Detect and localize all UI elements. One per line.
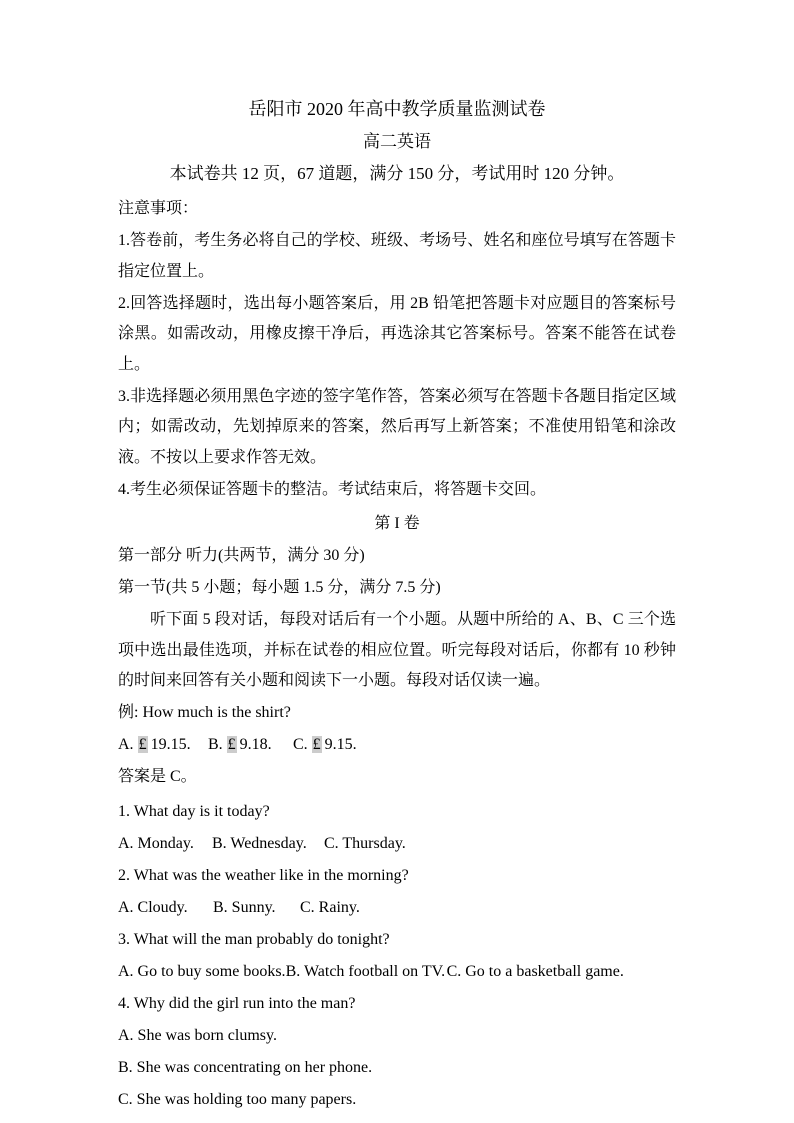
q3-option-b: B. Watch football on TV. xyxy=(285,962,446,980)
example-option-a: A. £ 19.15. xyxy=(118,736,191,753)
q4-option-c: C. She was holding too many papers. xyxy=(118,1090,357,1108)
exam-document xyxy=(118,93,676,1115)
part1-heading: 第一部分 听力(共两节，满分 30 分) xyxy=(118,547,365,564)
pound-sign-highlight: £ xyxy=(138,736,147,753)
example-answer-line: 答案是 C。 xyxy=(118,768,197,785)
question-2-prompt: 2. What was the weather like in the morning? xyxy=(118,866,409,884)
notice-item-3: 3.非选择题必须用黑色字迹的签字笔作答，答案必须写在答题卡各题目指定区域内；如需改动，先划掉原来的答案，然后再写上新答案；不准使用铅笔和涂改液。不按以上要求作答无效。 xyxy=(118,387,676,466)
q2-option-c: C. Rainy. xyxy=(300,898,360,916)
question-3-prompt: 3. What will the man probably do tonight? xyxy=(118,930,390,948)
volume-heading: 第 I 卷 xyxy=(374,515,420,532)
notice-heading: 注意事项： xyxy=(118,200,199,217)
exam-meta-line: 本试卷共 12 页，67 道题，满分 150 分，考试用时 120 分钟。 xyxy=(169,163,625,183)
exam-title: 岳阳市 2020 年高中教学质量监测试卷 xyxy=(248,99,546,119)
notice-item-2: 2.回答选择题时，选出每小题答案后，用 2B 铅笔把答题卡对应题目的答案标号涂黑。如需改动，用橡皮擦干净后，再选涂其它答案标号。答案不能答在试卷上。 xyxy=(118,294,676,373)
listening-instructions: 听下面 5 段对话，每段对话后有一个小题。从题中所给的 A、B、C 三个选项中选出最佳选项，并标在试卷的相应位置。听完每段对话后，你都有 10 秒钟的时间来回答有关小题和阅读下一小题。每段对话仅读一遍。 xyxy=(118,611,676,689)
example-prompt: 例: How much is the shirt? xyxy=(118,704,291,721)
q2-option-a: A. Cloudy. xyxy=(118,898,188,916)
q3-option-c: C. Go to a basketball game. xyxy=(446,962,624,980)
q1-option-c: C. Thursday. xyxy=(324,834,406,852)
notice-item-4: 4.考生必须保证答题卡的整洁。考试结束后，将答题卡交回。 xyxy=(118,480,547,498)
q3-option-a: A. Go to buy some books. xyxy=(118,962,286,980)
question-3-options xyxy=(118,957,676,988)
exam-subtitle: 高二英语 xyxy=(363,131,431,151)
q1-option-b: B. Wednesday. xyxy=(212,834,307,852)
q1-option-a: A. Monday. xyxy=(118,834,194,852)
question-4-prompt: 4. Why did the girl run into the man? xyxy=(118,994,356,1012)
question-1-options xyxy=(118,829,676,860)
question-4-options xyxy=(118,1021,676,1116)
q4-option-a: A. She was born clumsy. xyxy=(118,1026,277,1044)
q4-option-b: B. She was concentrating on her phone. xyxy=(118,1058,373,1076)
question-1-prompt: 1. What day is it today? xyxy=(118,802,270,820)
example-option-b: B. £ 9.18. xyxy=(208,736,272,753)
example-options-row xyxy=(118,730,676,761)
notice-item-1: 1.答卷前，考生务必将自己的学校、班级、考场号、姓名和座位号填写在答题卡指定位置上。 xyxy=(118,232,676,280)
q2-option-b: B. Sunny. xyxy=(213,898,276,916)
section1-heading: 第一节(共 5 小题；每小题 1.5 分，满分 7.5 分) xyxy=(118,579,441,596)
pound-sign-highlight: £ xyxy=(312,736,321,753)
question-2-options xyxy=(118,893,676,924)
pound-sign-highlight: £ xyxy=(227,736,236,753)
example-option-c: C. £ 9.15. xyxy=(293,736,357,753)
